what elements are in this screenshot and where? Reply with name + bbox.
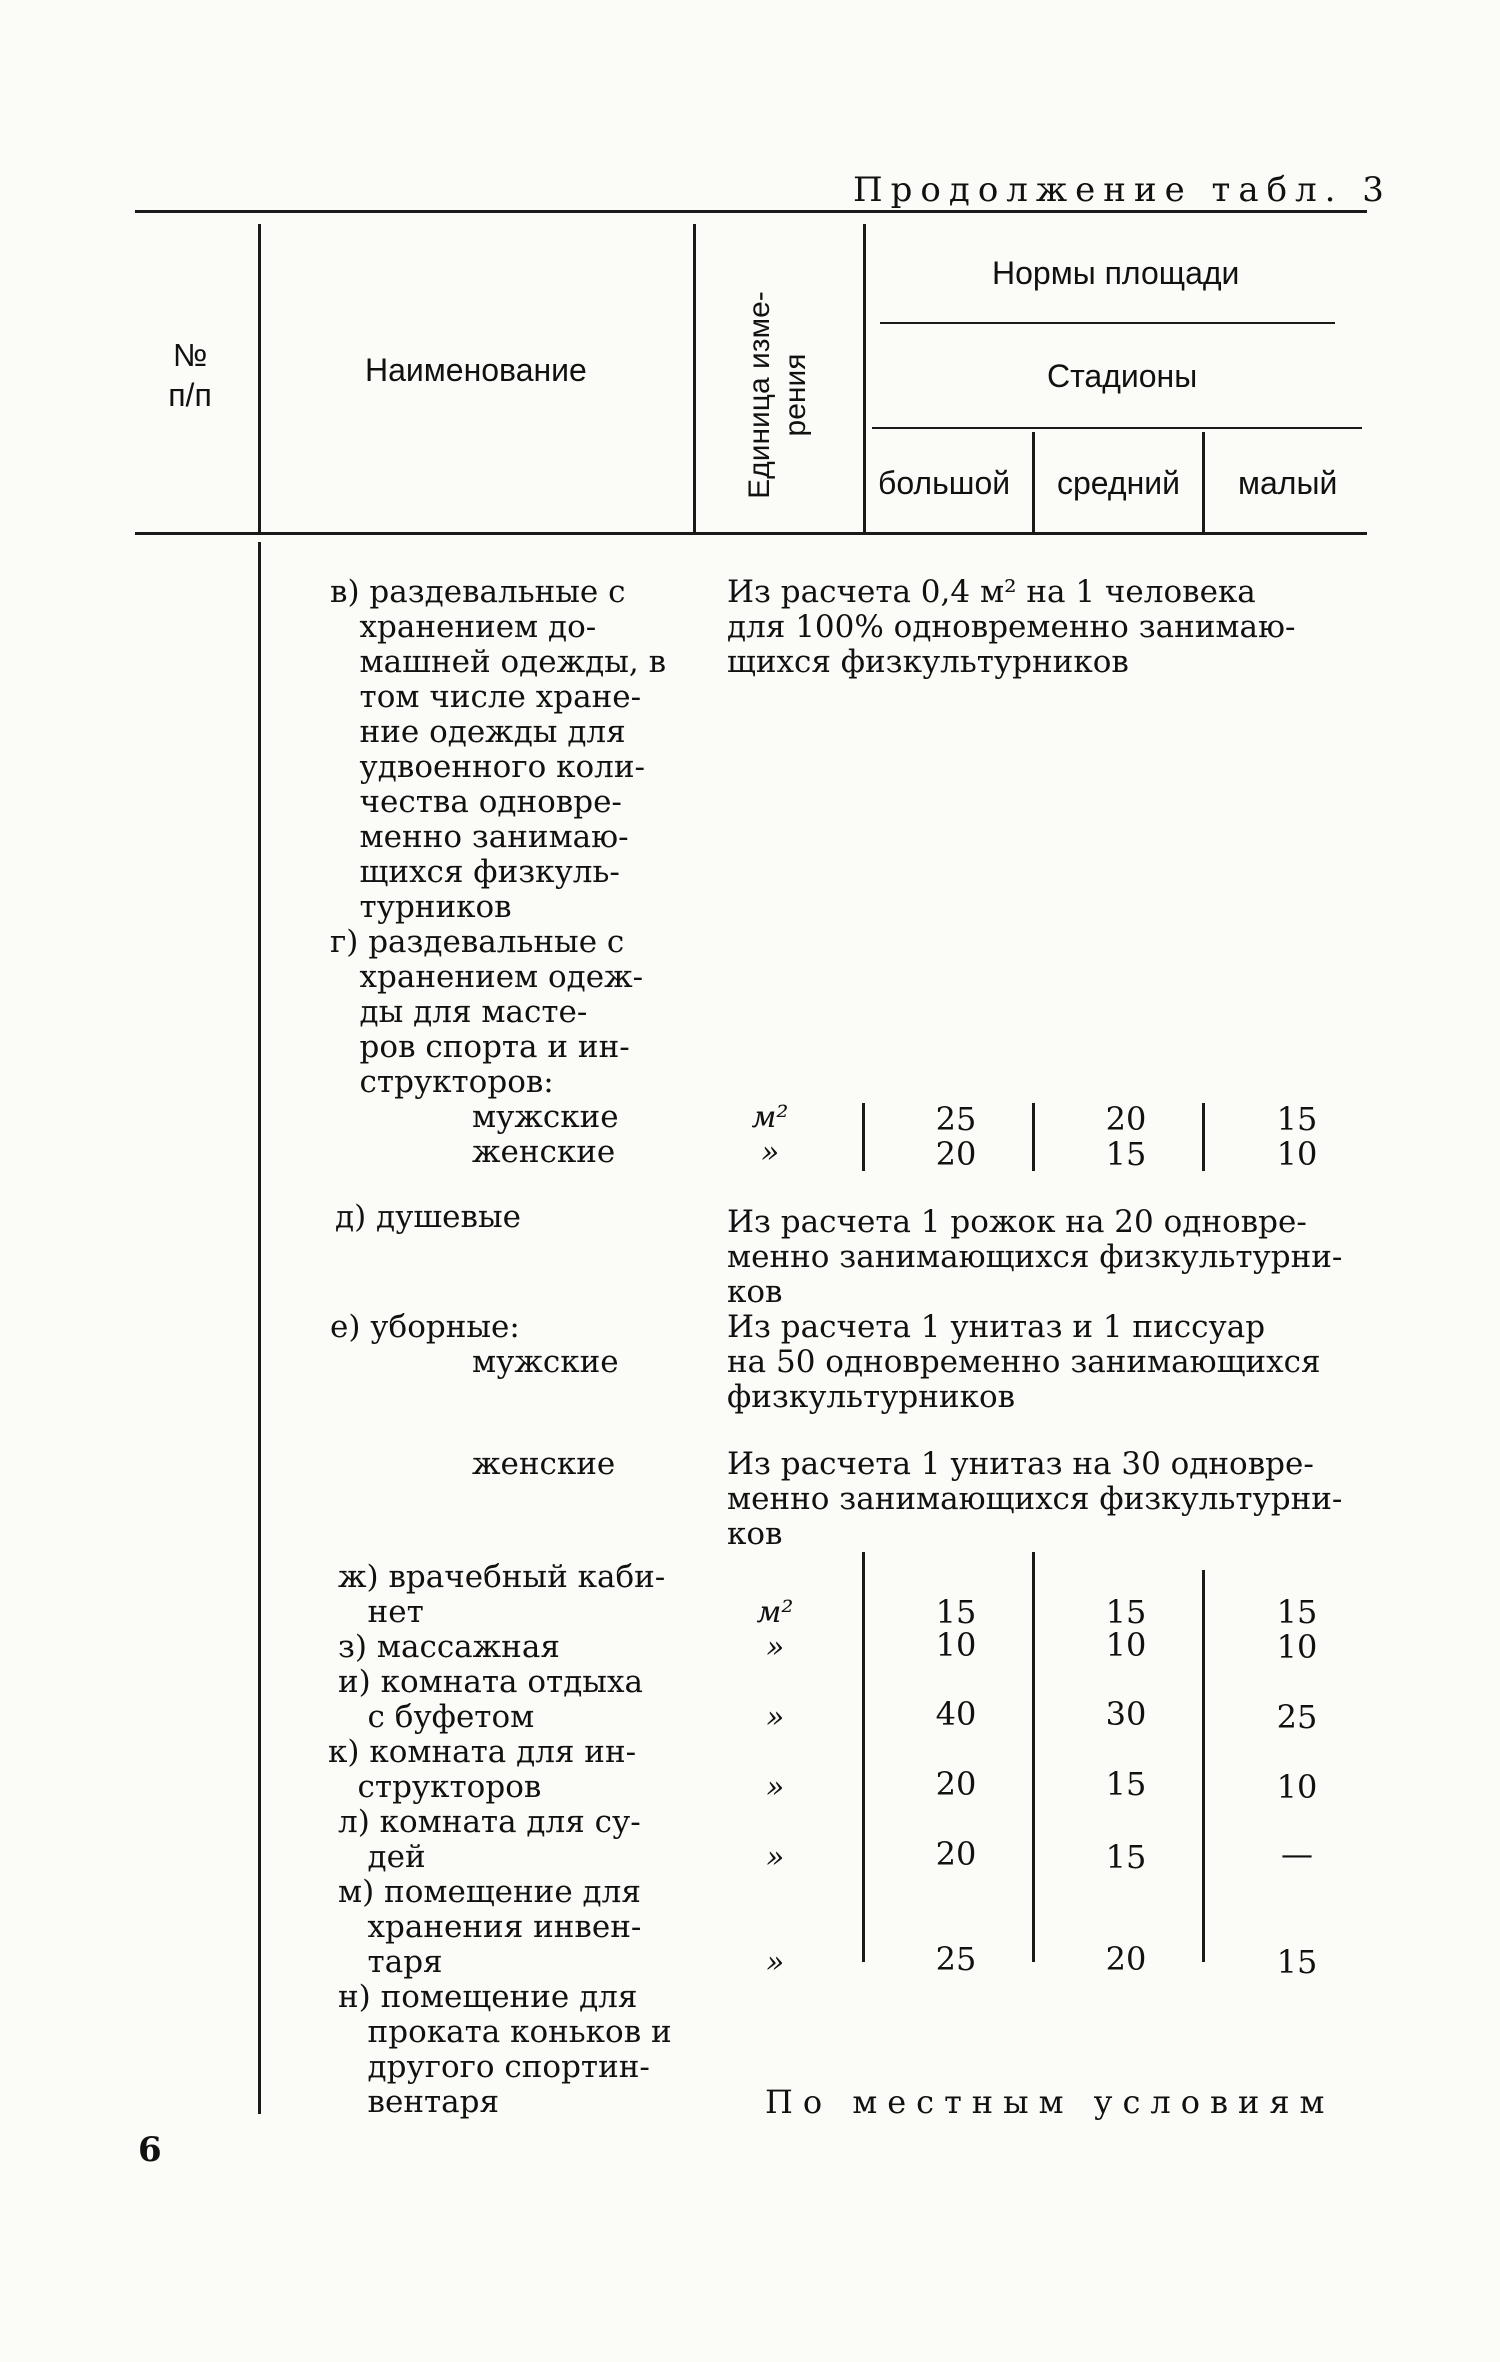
row-zh-medium: 15 [1105,1593,1147,1631]
row-z-medium: 10 [1105,1626,1147,1664]
row-l-medium: 15 [1105,1838,1147,1876]
row-m-unit: » [765,1945,785,1980]
row-k-medium: 15 [1105,1765,1147,1803]
row-n-name: н) помещение для проката коньков и другого спортин- вентаря [338,1979,672,2120]
row-g-women-medium: 15 [1105,1135,1147,1173]
header-unit-col: Единица изме-рения [743,291,812,499]
row-e-women-note: Из расчета 1 унитаз на 30 одновре- менно занимающихся физкультурни- ков [727,1446,1343,1552]
row-l-small: — [1281,1835,1313,1873]
row-d-note: Из расчета 1 рожок на 20 одновре- менно занимающихся физкультурни- ков [727,1204,1343,1310]
row-g-women-small: 10 [1276,1135,1318,1173]
row-zh-big: 15 [935,1593,977,1631]
row-k-unit: » [765,1770,785,1805]
norms-rule [880,322,1335,324]
row-i-medium: 30 [1105,1695,1147,1733]
row-v-note: Из расчета 0,4 м² на 1 человека для 100% одновременно занимаю- щихся физкультурников [727,574,1296,680]
row-g-women: женские [472,1134,616,1170]
lower-divider-3 [1202,1570,1205,1962]
row-z-name: з) массажная [338,1629,560,1665]
row-g-name: г) раздевальные с хранением одеж- ды для масте- ров спорта и ин- структоров: [330,924,644,1100]
row-z-big: 10 [935,1626,977,1664]
header-medium: средний [1057,465,1180,501]
row-i-unit: » [765,1700,785,1735]
row-m-name: м) помещение для хранения инвен- таря [338,1874,642,1980]
header-big: большой [878,465,1011,501]
header-divider-1 [258,224,261,532]
row-e-men: мужские [472,1344,619,1380]
row-i-small: 25 [1276,1698,1318,1736]
body-divider-2 [705,542,707,2114]
row-l-unit: » [765,1840,785,1875]
header-bottom-rule [135,532,1367,535]
row-m-big: 25 [935,1940,977,1978]
row-g-divider-1 [862,1103,865,1171]
row-g-men: мужские [472,1099,619,1135]
row-l-big: 20 [935,1835,977,1873]
continuation-title: Продолжение табл. 3 [853,170,1392,210]
header-divider-2 [693,224,696,532]
row-g-women-big: 20 [935,1135,977,1173]
row-m-medium: 20 [1105,1940,1147,1978]
row-i-big: 40 [935,1695,977,1733]
row-zh-unit: м² [756,1595,794,1630]
row-z-unit: » [765,1630,785,1665]
row-m-small: 15 [1276,1943,1318,1981]
row-k-big: 20 [935,1765,977,1803]
header-divider-4 [1032,432,1035,532]
row-e-women: женские [472,1446,616,1482]
row-d-name: д) душевые [335,1199,521,1235]
row-z-small: 10 [1276,1628,1318,1666]
header-divider-3 [863,224,866,532]
row-n-note: По местным условиям [765,2083,1335,2121]
row-i-name: и) комната отдыха с буфетом [338,1664,643,1735]
body-divider-1 [258,542,261,2114]
row-g-divider-2 [1032,1103,1035,1171]
row-g-men-medium: 20 [1105,1100,1147,1138]
header-norms: Нормы площади [992,255,1240,291]
header-stadiums: Стадионы [1047,358,1198,394]
row-e-name: е) уборные: [330,1309,520,1345]
page-number: 6 [138,2130,162,2170]
lower-divider-1 [862,1552,865,1962]
row-k-small: 10 [1276,1768,1318,1806]
row-g-men-unit: м² [751,1100,789,1135]
row-g-women-unit: » [760,1135,780,1170]
row-g-men-big: 25 [935,1100,977,1138]
header-name-col: Наименование [365,352,587,388]
row-zh-small: 15 [1276,1593,1318,1631]
row-g-men-small: 15 [1276,1100,1318,1138]
row-zh-name: ж) врачебный каби- нет [338,1559,666,1630]
row-g-divider-3 [1202,1103,1205,1171]
header-divider-5 [1202,432,1205,532]
stadiums-rule [872,427,1362,429]
header-top-rule [135,210,1367,213]
row-v-name: в) раздевальные с хранением до- машней одежды, в том числе хране- ние одежды для удвоенного коли- чества одновре- менно занимаю- щихся физкуль- турников [330,574,667,925]
row-l-name: л) комната для су- дей [338,1804,641,1875]
header-small: малый [1238,465,1338,501]
row-k-name: к) комната для ин- структоров [328,1734,637,1805]
lower-divider-2 [1032,1552,1035,1962]
header-num-col: № п/п [168,337,212,413]
row-e-men-note: Из расчета 1 унитаз и 1 писсуар на 50 одновременно занимающихся физкультурников [727,1309,1321,1415]
